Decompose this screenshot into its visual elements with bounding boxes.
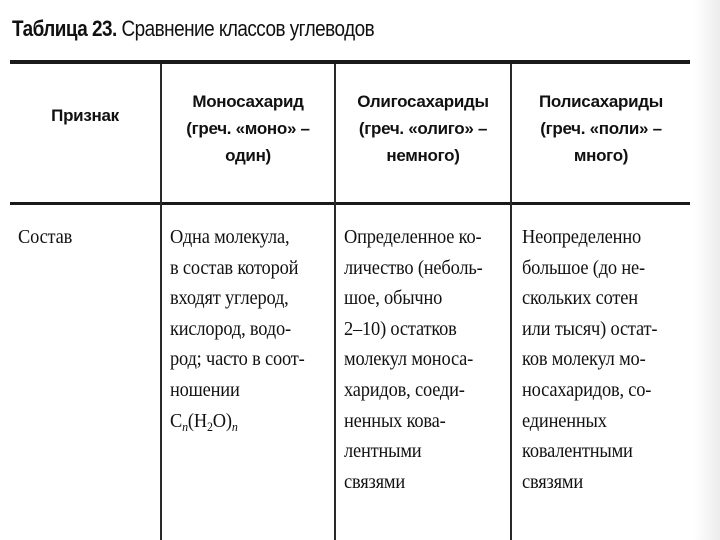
composition-label: Состав bbox=[18, 226, 73, 248]
page-edge-shadow bbox=[694, 0, 720, 540]
mono-text-line: входят углерод, bbox=[170, 287, 289, 310]
poly-text-line: Неопределенно bbox=[522, 226, 642, 248]
oligo-text-line: лентными bbox=[344, 440, 422, 463]
poly-text-line: или тысяч) остат- bbox=[522, 317, 658, 340]
header-mono-line: один) bbox=[225, 146, 271, 165]
oligo-text-line: личество (неболь- bbox=[344, 256, 483, 279]
header-oligosaccharides bbox=[336, 88, 510, 198]
poly-text-line: носахаридов, со- bbox=[522, 378, 652, 401]
header-poly-line: (греч. «поли» – bbox=[540, 119, 662, 138]
oligo-text-line: шое, обычно bbox=[344, 287, 443, 310]
row-composition-poly bbox=[522, 222, 657, 497]
header-oligo-line: (греч. «олиго» – bbox=[358, 119, 488, 138]
poly-text-line: скольких сотен bbox=[522, 287, 638, 310]
poly-text-line: единенных bbox=[522, 409, 607, 432]
header-feature bbox=[12, 102, 158, 212]
oligo-text-line: ненных кова- bbox=[344, 409, 446, 432]
header-polysaccharides bbox=[512, 88, 690, 198]
header-monosaccharide bbox=[162, 88, 334, 198]
mono-text-line: кислород, водо- bbox=[170, 317, 291, 340]
mono-text-line: Одна молекула, bbox=[170, 226, 290, 248]
mono-text-line: ношении bbox=[170, 378, 240, 401]
table-caption bbox=[12, 14, 605, 44]
oligo-text-line: молекул моноса- bbox=[344, 348, 474, 371]
header-oligo-line: Олигосахариды bbox=[357, 92, 489, 111]
poly-text-line: ковалентными bbox=[522, 440, 633, 463]
poly-text-line: ков молекул мо- bbox=[522, 348, 646, 371]
header-feature-label: Признак bbox=[51, 106, 119, 125]
mono-text-line: в состав которой bbox=[170, 256, 299, 279]
poly-text-line: связями bbox=[522, 470, 584, 493]
oligo-text-line: харидов, соеди- bbox=[344, 378, 465, 401]
header-oligo-line: немного) bbox=[386, 146, 460, 165]
row-composition-mono bbox=[170, 222, 305, 442]
row-composition-feature bbox=[18, 222, 72, 253]
mono-text-line: род; часто в соот- bbox=[170, 348, 305, 371]
table-top-rule bbox=[10, 60, 690, 64]
table-number: Таблица 23. bbox=[12, 16, 117, 41]
header-poly-line: Полисахариды bbox=[539, 92, 663, 111]
oligo-text-line: связями bbox=[344, 470, 406, 493]
poly-text-line: большое (до не- bbox=[522, 256, 645, 279]
header-mono-line: (греч. «моно» – bbox=[186, 119, 310, 138]
header-mono-line: Моносахарид bbox=[192, 92, 304, 111]
oligo-text-line: 2–10) остатков bbox=[344, 317, 457, 340]
table-title: Сравнение классов углеводов bbox=[121, 16, 375, 41]
header-poly-line: много) bbox=[573, 146, 629, 165]
carbohydrate-formula: $C_n(H_2O)_n$ bbox=[170, 409, 238, 434]
row-composition-oligo bbox=[344, 222, 483, 497]
oligo-text-line: Определенное ко- bbox=[344, 226, 482, 248]
